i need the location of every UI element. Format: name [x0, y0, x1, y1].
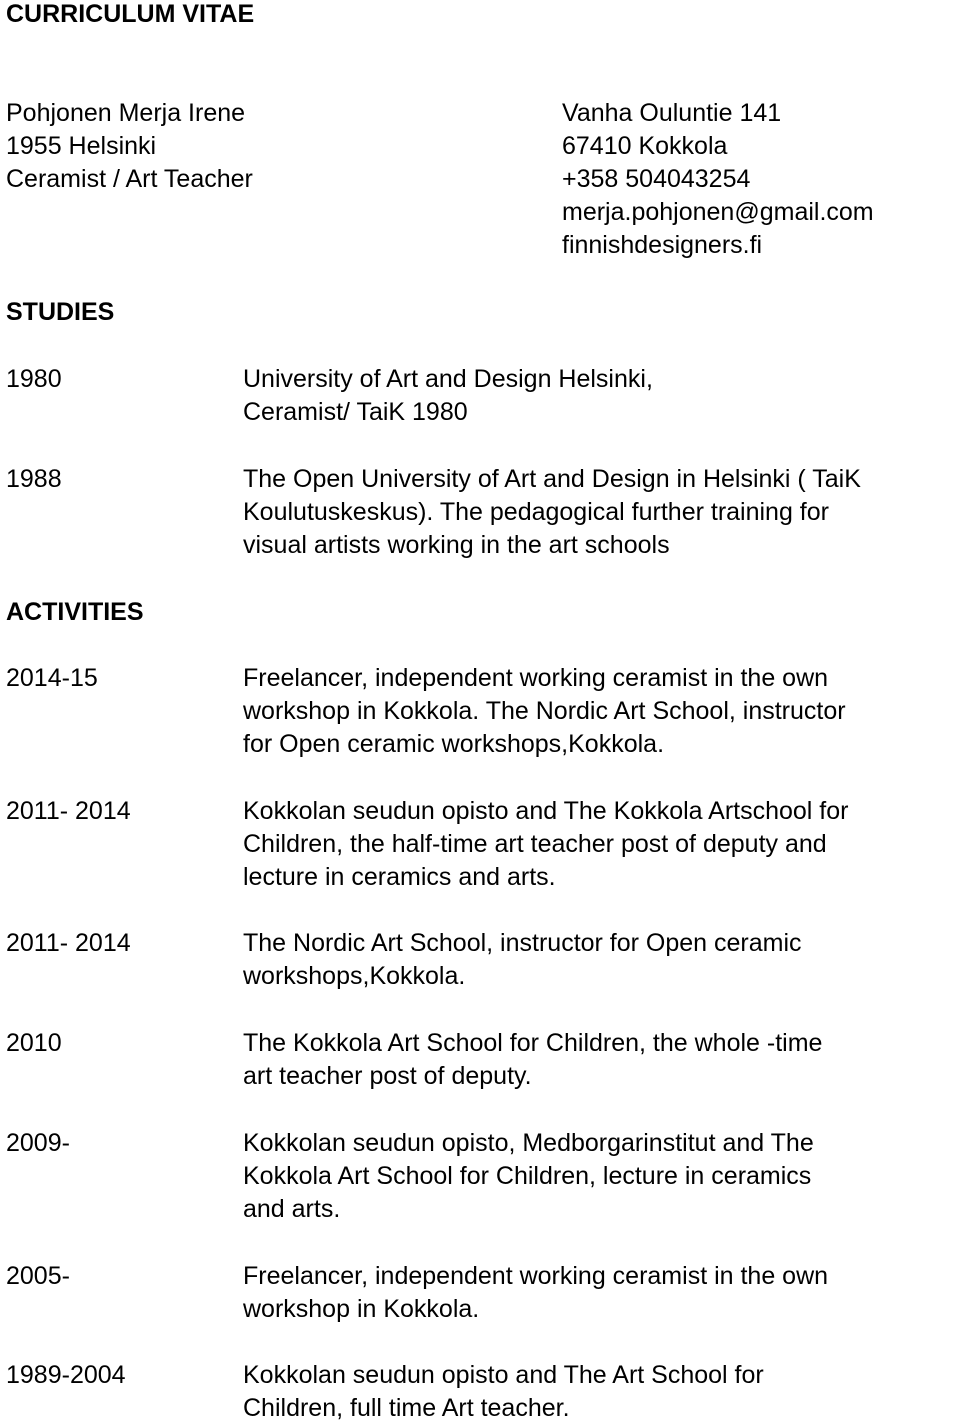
activity-year: 2011- 2014 — [6, 929, 131, 957]
activity-year: 2005- — [6, 1262, 70, 1290]
description-line: lecture in ceramics and arts. — [243, 863, 556, 891]
street-address: Vanha Ouluntie 141 — [562, 99, 782, 127]
description-line: University of Art and Design Helsinki, — [243, 365, 653, 393]
description-line: Kokkolan seudun opisto and The Kokkola Artschool for — [243, 797, 849, 825]
description-line: for Open ceramic workshops,Kokkola. — [243, 730, 665, 758]
studies-heading: STUDIES — [6, 298, 115, 326]
description-line: workshop in Kokkola. The Nordic Art School, instructor — [243, 697, 846, 725]
activity-year: 2010 — [6, 1029, 62, 1057]
activity-description — [243, 927, 802, 993]
contact-info — [562, 97, 874, 262]
studies-description — [243, 463, 861, 562]
document-title: CURRICULUM VITAE — [6, 0, 255, 28]
person-name: Pohjonen Merja Irene — [6, 99, 246, 127]
email-address: merja.pohjonen@gmail.com — [562, 198, 874, 226]
personal-info — [6, 97, 253, 196]
activity-year: 2009- — [6, 1129, 70, 1157]
description-line: Koulutuskeskus). The pedagogical further training for — [243, 498, 829, 526]
description-line: Children, the half-time art teacher post of deputy and — [243, 830, 827, 858]
activity-description — [243, 795, 848, 894]
description-line: Children, full time Art teacher. — [243, 1394, 570, 1422]
description-line: The Nordic Art School, instructor for Open ceramic — [243, 929, 802, 957]
description-line: The Kokkola Art School for Children, the whole -time — [243, 1029, 823, 1057]
activity-year: 2014-15 — [6, 664, 98, 692]
birth-info: 1955 Helsinki — [6, 132, 157, 160]
activities-heading: ACTIVITIES — [6, 598, 144, 626]
description-line: Freelancer, independent working ceramist in the own — [243, 1262, 829, 1290]
website: finnishdesigners.fi — [562, 231, 763, 259]
studies-year: 1988 — [6, 465, 62, 493]
description-line: Kokkolan seudun opisto, Medborgarinstitut and The — [243, 1129, 814, 1157]
studies-description — [243, 363, 653, 429]
description-line: art teacher post of deputy. — [243, 1062, 532, 1090]
phone-number: +358 504043254 — [562, 165, 751, 193]
description-line: Freelancer, independent working ceramist in the own — [243, 664, 829, 692]
description-line: workshop in Kokkola. — [243, 1295, 480, 1323]
description-line: visual artists working in the art schools — [243, 531, 670, 559]
activity-year: 1989-2004 — [6, 1361, 126, 1389]
city-address: 67410 Kokkola — [562, 132, 728, 160]
description-line: The Open University of Art and Design in Helsinki ( TaiK — [243, 465, 861, 493]
activity-year: 2011- 2014 — [6, 797, 131, 825]
activity-description — [243, 1359, 764, 1425]
description-line: workshops,Kokkola. — [243, 962, 466, 990]
activity-description — [243, 662, 846, 761]
studies-year: 1980 — [6, 365, 62, 393]
activity-description — [243, 1260, 828, 1326]
description-line: Ceramist/ TaiK 1980 — [243, 398, 468, 426]
description-line: and arts. — [243, 1195, 341, 1223]
description-line: Kokkola Art School for Children, lecture in ceramics — [243, 1162, 812, 1190]
activity-description — [243, 1027, 822, 1093]
description-line: Kokkolan seudun opisto and The Art School for — [243, 1361, 764, 1389]
activity-description — [243, 1127, 814, 1226]
profession: Ceramist / Art Teacher — [6, 165, 253, 193]
